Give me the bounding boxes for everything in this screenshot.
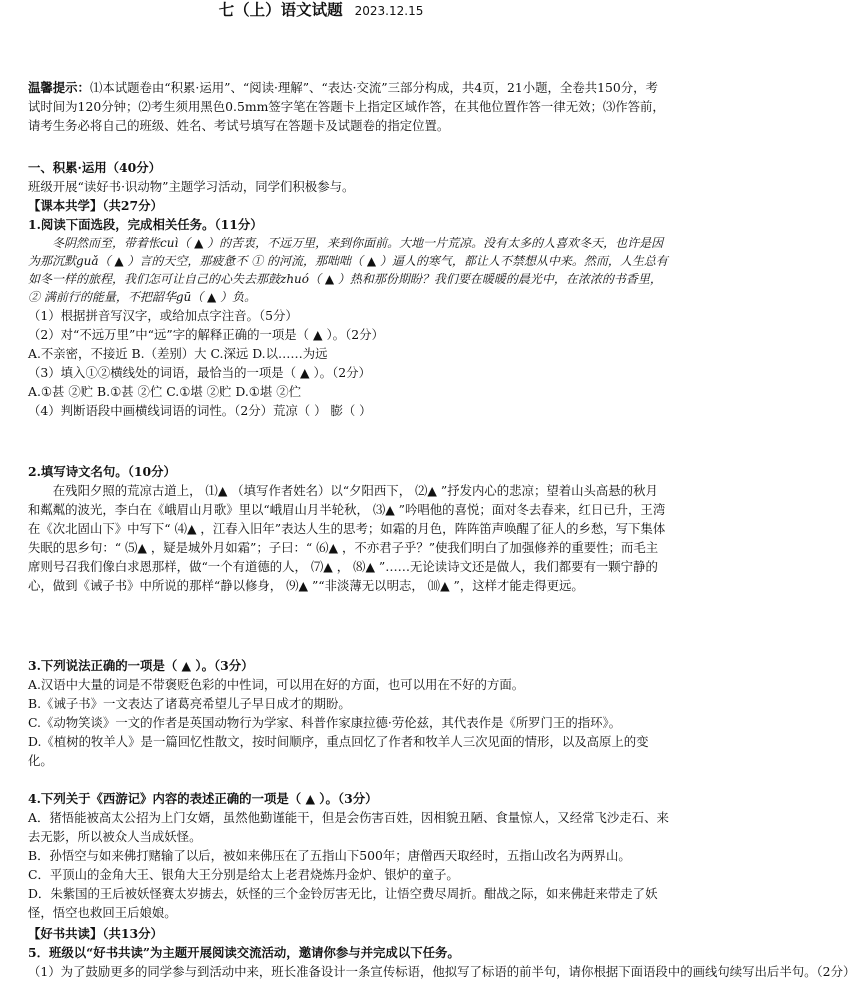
q4-title: 4.下列关于《西游记》内容的表述正确的一项是（ ▲ ）。（3分） (28, 791, 378, 806)
q1-item-1: （1）根据拼音写汉字，或给加点字注音。（5分） (28, 308, 298, 323)
question-4 (28, 789, 670, 922)
q3-option-b: B.《诫子书》一文表达了诸葛亮希望儿子早日成才的期盼。 (28, 696, 351, 711)
q3-title: 3.下列说法正确的一项是（ ▲ ）。（3分） (28, 658, 254, 673)
q2-title: 2.填写诗文名句。（10分） (28, 464, 176, 479)
section-share (28, 924, 670, 943)
q4-option-a: A．猪悟能被高太公招为上门女婿，虽然他勤谨能干，但是会伤害百姓，因相貌丑陋、食量惊人，又经常飞沙走石、来去无影，所以被众人当成妖怪。 (28, 810, 669, 844)
q1-item-2: （2）对“不远万里”中“远”字的解释正确的一项是（ ▲ ）。（2分） (28, 327, 384, 342)
q3-option-a: A.汉语中大量的词是不带褒贬色彩的中性词，可以用在好的方面，也可以用在不好的方面。 (28, 677, 525, 692)
notice-label: 温馨提示： (28, 80, 90, 95)
exam-date: 2023.12.15 (354, 4, 424, 18)
q1-item-3-options: A.①甚 ②贮 B.①甚 ②伫 C.①堪 ②贮 D.①堪 ②伫 (28, 384, 302, 399)
q1-item-4: （4）判断语段中画横线词语的词性。（2分）荒凉（ ） 膨（ ） (28, 403, 372, 418)
q3-option-d: D.《植树的牧羊人》是一篇回忆性散文，按时间顺序，重点回忆了作者和牧羊人三次见面的情形，以及高原上的变化。 (28, 734, 649, 768)
q4-option-c: C．平顶山的金角大王、银角大王分别是给太上老君烧炼丹金炉、银炉的童子。 (28, 867, 459, 882)
q1-item-3: （3）填入①②横线处的词语，最恰当的一项是（ ▲ ）。（2分） (28, 365, 371, 380)
exam-title-row (0, 0, 642, 21)
q1-item-2-options: A.不亲密，不接近 B.（差别）大 C.深远 D.以……为远 (28, 346, 328, 361)
question-2 (28, 462, 670, 595)
question-5 (28, 943, 855, 981)
section-1-intro: 班级开展“读好书·识动物”主题学习活动，同学们积极参与。 (28, 179, 355, 194)
q2-text: 在残阳夕照的荒凉古道上， ⑴▲ （填写作者姓名）以“夕阳西下， ⑵▲ ”抒发内心的悲凉；望着山头高悬的秋月和粼粼的波光，李白在《峨眉山月歌》里以“峨眉山月半轮秋， ⑶▲ ”吟唱他的喜悦；面对冬去春来，红日已升，王湾在《次北固山下》中写下“ ⑷▲ ，江春入旧年”表达人生的思考；如霜的月色，阵阵笛声唤醒了征人的乡愁，写下集体失眠的思乡句：“ ⑸▲ ，疑是城外月如霜”；子曰：“ ⑹▲ ，不亦君子乎？”使我们明白了加强修养的重要性；而毛主席则号召我们像白求恩那样，做“一个有道德的人， ⑺▲ ， ⑻▲ ”……无论读诗文还是做人，我们都要有一颗宁静的心，做到《诫子书》中所说的那样“静以修身， ⑼▲ ”“非淡薄无以明志， ⑽▲ ”，这样才能走得更远。 (28, 483, 666, 593)
section-share-heading: 【好书共读】（共13分） (28, 926, 163, 941)
notice-block (28, 78, 670, 135)
q5-part-1: （1）为了鼓励更多的同学参与到活动中来，班长准备设计一条宣传标语，他拟写了标语的前半句，请你根据下面语段中的画线句续写出后半句。（2分） (28, 964, 855, 979)
exam-title: 七（上）语文试题 (218, 0, 343, 19)
q4-option-b: B．孙悟空与如来佛打赌输了以后，被如来佛压在了五指山下500年；唐僧西天取经时，五指山改名为两界山。 (28, 848, 631, 863)
question-1 (28, 215, 670, 420)
q4-option-d: D．朱紫国的王后被妖怪赛太岁掳去，妖怪的三个金铃厉害无比，让悟空费尽周折。酣战之际，如来佛赶来带走了妖怪，悟空也救回王后娘娘。 (28, 886, 658, 920)
q1-passage: 冬阴然而至，带着怅cuì（ ▲ ）的苦衷，不远万里，来到你面前。大地一片荒凉。没有太多的人喜欢冬天，也许是因为那沉默guǎ（ ▲ ）言的天空，那疲惫不 ① 的河流，那咄咄（ ▲ ）逼人的寒气，都让人不禁想从中来。然而，人生总有如冬一样的旅程，我们怎可让自己的心失去那鼓zhuó（ ▲ ）热和那份期盼？我们要在暖暖的晨光中，在浓浓的书香里， ② 满前行的能量，不把韶华gū（ ▲ ）负。 (28, 236, 668, 304)
section-1-heading: 一、积累·运用（40分） (28, 160, 162, 175)
q5-title: 5．班级以“好书共读”为主题开展阅读交流活动，邀请你参与并完成以下任务。 (28, 945, 460, 960)
question-3 (28, 656, 670, 770)
section-1-sub: 【课本共学】（共27分） (28, 198, 163, 213)
q3-option-c: C.《动物笑谈》一文的作者是英国动物行为学家、科普作家康拉德·劳伦兹，其代表作是《所罗门王的指环》。 (28, 715, 622, 730)
q1-title: 1.阅读下面选段，完成相关任务。（11分） (28, 217, 263, 232)
section-1 (28, 158, 670, 215)
notice-text: ⑴本试题卷由“积累·运用”、“阅读·理解”、“表达·交流”三部分构成，共4页，21小题，全卷共150分，考试时间为120分钟；⑵考生须用黑色0.5mm签字笔在答题卡上指定区域作答，在其他位置作答一律无效；⑶作答前，请考生务必将自己的班级、姓名、考试号填写在答题卡及试题卷的指定位置。 (28, 80, 665, 133)
